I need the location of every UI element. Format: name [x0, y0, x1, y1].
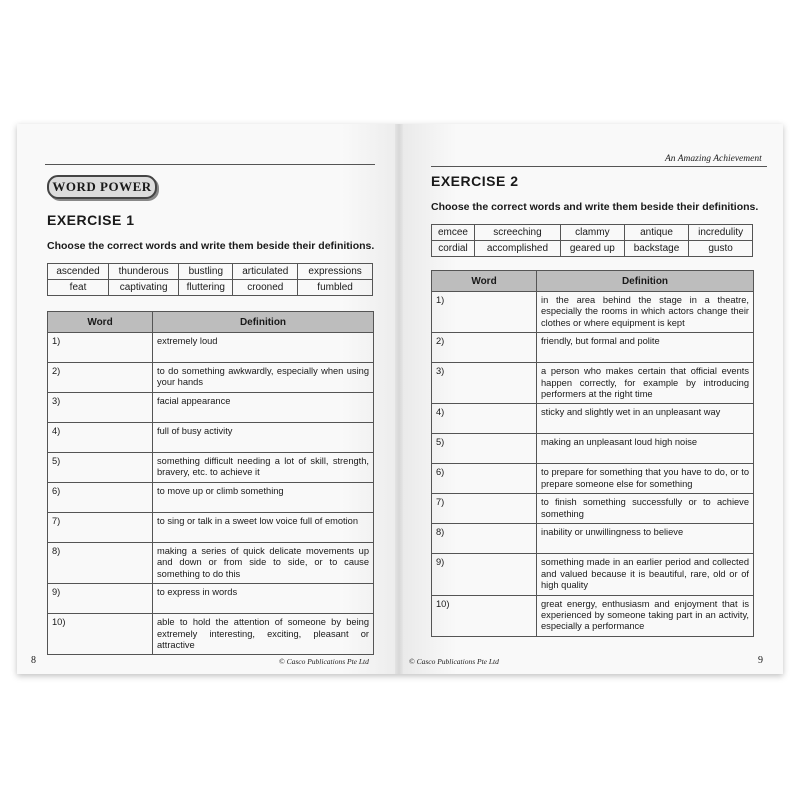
header-rule	[45, 164, 375, 165]
word-answer-cell[interactable]: 5)	[432, 434, 537, 464]
definition-cell: making an unpleasant loud high noise	[537, 434, 754, 464]
word-box-row	[48, 264, 373, 280]
word-answer-cell[interactable]: 4)	[48, 423, 153, 453]
word-box-cell: accomplished	[474, 241, 560, 257]
word-answer-cell[interactable]: 4)	[432, 404, 537, 434]
page-number: 9	[758, 655, 763, 666]
table-header-row	[432, 271, 754, 292]
open-workbook	[17, 124, 783, 674]
word-box-cell: feat	[48, 280, 109, 296]
table-row	[432, 292, 754, 333]
definition-cell: something made in an earlier period and collected and valued because it is beautiful, rare, old or of high quality	[537, 554, 754, 595]
word-box-cell: bustling	[179, 264, 233, 280]
exercise-instruction: Choose the correct words and write them beside their definitions.	[431, 201, 759, 213]
header-rule	[431, 166, 767, 167]
table-row	[432, 333, 754, 363]
word-box-cell: captivating	[109, 280, 179, 296]
word-box-cell: expressions	[298, 264, 373, 280]
word-answer-cell[interactable]: 1)	[432, 292, 537, 333]
word-box-cell: articulated	[233, 264, 298, 280]
word-box-cell: fumbled	[298, 280, 373, 296]
left-page	[17, 124, 399, 674]
definition-cell: full of busy activity	[153, 423, 374, 453]
word-box-cell: fluttering	[179, 280, 233, 296]
table-row	[48, 483, 374, 513]
definition-cell: inability or unwillingness to believe	[537, 524, 754, 554]
table-row	[48, 393, 374, 423]
table-row	[48, 363, 374, 393]
table-row	[432, 464, 754, 494]
word-box-cell: backstage	[624, 241, 689, 257]
word-answer-cell[interactable]: 9)	[48, 584, 153, 614]
word-answer-cell[interactable]: 2)	[432, 333, 537, 363]
word-box-cell: geared up	[560, 241, 624, 257]
table-row	[432, 554, 754, 595]
table-row	[432, 434, 754, 464]
definition-cell: great energy, enthusiasm and enjoyment that is experienced by someone taking part in an activity, especially a performance	[537, 595, 754, 636]
word-answer-cell[interactable]: 6)	[432, 464, 537, 494]
word-box-cell: incredulity	[689, 225, 753, 241]
table-header-row	[48, 312, 374, 333]
definition-cell: able to hold the attention of someone by being extremely interesting, exciting, pleasant or attractive	[153, 614, 374, 655]
definition-cell: friendly, but formal and polite	[537, 333, 754, 363]
word-answer-cell[interactable]: 6)	[48, 483, 153, 513]
definition-cell: sticky and slightly wet in an unpleasant way	[537, 404, 754, 434]
word-box-cell: clammy	[560, 225, 624, 241]
word-box-cell: crooned	[233, 280, 298, 296]
definition-table	[431, 270, 754, 637]
word-answer-cell[interactable]: 8)	[432, 524, 537, 554]
word-box-row	[432, 225, 753, 241]
definition-cell: a person who makes certain that official events happen correctly, for example by introducing performers at the right time	[537, 363, 754, 404]
word-answer-cell[interactable]: 3)	[48, 393, 153, 423]
table-row	[432, 595, 754, 636]
word-answer-cell[interactable]: 8)	[48, 543, 153, 584]
table-row	[432, 494, 754, 524]
book-spine	[395, 124, 403, 674]
exercise-title: EXERCISE 2	[431, 173, 519, 189]
word-box-row	[432, 241, 753, 257]
definition-cell: to express in words	[153, 584, 374, 614]
word-answer-cell[interactable]: 10)	[48, 614, 153, 655]
word-box-cell: antique	[624, 225, 689, 241]
table-row	[48, 584, 374, 614]
section-badge: WORD POWER	[47, 175, 157, 199]
definition-cell: to sing or talk in a sweet low voice full of emotion	[153, 513, 374, 543]
word-box-cell: cordial	[432, 241, 475, 257]
word-box-cell: gusto	[689, 241, 753, 257]
definition-column-header: Definition	[153, 312, 374, 333]
table-row	[48, 453, 374, 483]
word-answer-cell[interactable]: 3)	[432, 363, 537, 404]
word-box-cell: ascended	[48, 264, 109, 280]
copyright-note: © Casco Publications Pte Ltd	[279, 657, 369, 666]
definition-column-header: Definition	[537, 271, 754, 292]
page-number: 8	[31, 655, 36, 666]
definition-cell: making a series of quick delicate movements up and down or from side to side, or to cause something to do this	[153, 543, 374, 584]
definition-cell: something difficult needing a lot of skill, strength, bravery, etc. to achieve it	[153, 453, 374, 483]
word-column-header: Word	[432, 271, 537, 292]
table-row	[432, 404, 754, 434]
table-row	[48, 333, 374, 363]
word-answer-cell[interactable]: 5)	[48, 453, 153, 483]
definition-cell: to move up or climb something	[153, 483, 374, 513]
definition-cell: in the area behind the stage in a theatre, especially the rooms in which actors change their clothes or where equipment is kept	[537, 292, 754, 333]
table-row	[48, 614, 374, 655]
definition-cell: to do something awkwardly, especially when using your hands	[153, 363, 374, 393]
word-answer-cell[interactable]: 1)	[48, 333, 153, 363]
definition-cell: to finish something successfully or to achieve something	[537, 494, 754, 524]
table-row	[48, 513, 374, 543]
definition-cell: to prepare for something that you have to do, or to prepare someone else for something	[537, 464, 754, 494]
word-answer-cell[interactable]: 2)	[48, 363, 153, 393]
word-answer-cell[interactable]: 7)	[432, 494, 537, 524]
running-head: An Amazing Achievement	[665, 154, 762, 164]
definition-cell: facial appearance	[153, 393, 374, 423]
right-page	[399, 124, 783, 674]
table-row	[48, 423, 374, 453]
word-answer-cell[interactable]: 7)	[48, 513, 153, 543]
word-box	[47, 263, 373, 296]
word-answer-cell[interactable]: 10)	[432, 595, 537, 636]
word-box-row	[48, 280, 373, 296]
exercise-title: EXERCISE 1	[47, 212, 135, 228]
word-box-cell: thunderous	[109, 264, 179, 280]
word-answer-cell[interactable]: 9)	[432, 554, 537, 595]
table-row	[432, 524, 754, 554]
table-row	[432, 363, 754, 404]
word-box	[431, 224, 753, 257]
table-row	[48, 543, 374, 584]
copyright-note: © Casco Publications Pte Ltd	[409, 657, 499, 666]
word-column-header: Word	[48, 312, 153, 333]
exercise-instruction: Choose the correct words and write them beside their definitions.	[47, 240, 375, 252]
definition-cell: extremely loud	[153, 333, 374, 363]
word-box-cell: screeching	[474, 225, 560, 241]
definition-table	[47, 311, 374, 655]
word-box-cell: emcee	[432, 225, 475, 241]
